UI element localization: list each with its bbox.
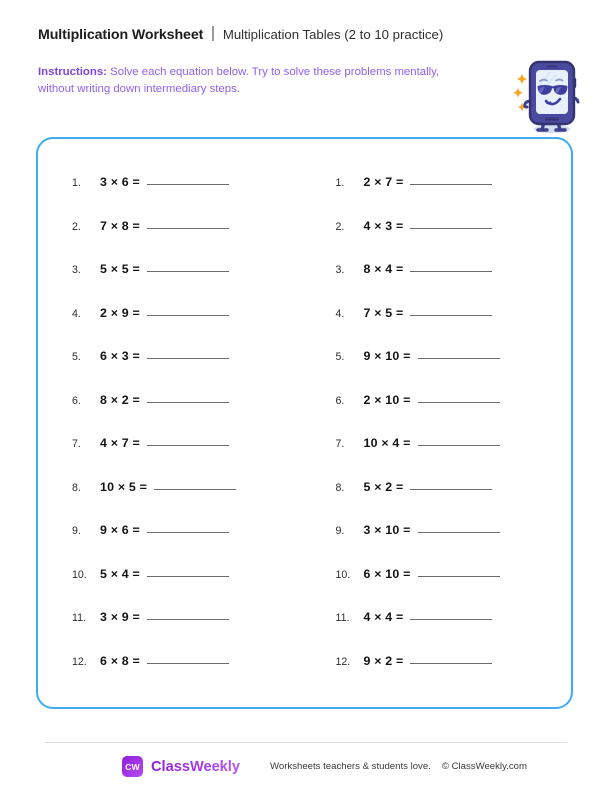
problem-row	[336, 654, 572, 698]
answer-blank[interactable]	[154, 489, 236, 490]
problem-equation: 8 × 4 =	[363, 262, 404, 276]
problem-row	[72, 610, 305, 654]
problem-row	[336, 567, 572, 611]
problem-number: 7.	[335, 438, 345, 450]
answer-blank[interactable]	[418, 402, 500, 403]
problem-row	[72, 306, 305, 350]
answer-blank[interactable]	[147, 663, 229, 664]
problem-equation: 10 × 5 =	[100, 479, 148, 494]
answer-blank[interactable]	[418, 532, 500, 533]
problem-row	[72, 262, 305, 306]
problem-number: 9.	[72, 525, 81, 537]
problem-equation: 9 × 2 =	[363, 653, 404, 668]
answer-blank[interactable]	[147, 532, 229, 533]
answer-blank[interactable]	[418, 358, 500, 359]
problem-number: 4.	[335, 307, 345, 320]
problem-equation: 3 × 9 =	[100, 610, 140, 624]
problem-row	[72, 436, 305, 480]
problem-row	[336, 480, 572, 524]
answer-blank[interactable]	[147, 228, 229, 229]
problem-row	[336, 175, 572, 219]
answer-blank[interactable]	[410, 271, 492, 272]
problem-row	[336, 610, 572, 654]
problem-row	[72, 480, 305, 524]
page-header	[38, 24, 498, 97]
answer-blank[interactable]	[410, 315, 492, 316]
title-separator	[212, 26, 214, 41]
problem-number: 1.	[335, 177, 345, 189]
problem-equation: 6 × 8 =	[100, 653, 140, 668]
problem-equation: 7 × 8 =	[100, 218, 140, 233]
footer-divider	[45, 742, 567, 743]
title-subtitle: Multiplication Tables (2 to 10 practice)	[222, 27, 444, 42]
problem-equation: 6 × 10 =	[363, 566, 411, 581]
problem-number: 11.	[72, 612, 86, 624]
problem-number: 2.	[335, 220, 345, 233]
answer-blank[interactable]	[410, 619, 492, 620]
problem-number: 3.	[335, 264, 345, 276]
answer-blank[interactable]	[147, 445, 229, 446]
problem-number: 12.	[72, 655, 87, 668]
footer-copyright: © ClassWeekly.com	[441, 761, 527, 772]
answer-blank[interactable]	[147, 358, 229, 359]
answer-blank[interactable]	[147, 619, 229, 620]
problem-equation: 7 × 5 =	[363, 305, 404, 320]
tablet-mascot-sunglasses-icon	[512, 50, 584, 134]
problem-row	[336, 349, 572, 393]
problem-number: 10.	[335, 568, 351, 581]
problem-equation: 2 × 10 =	[363, 392, 411, 407]
problem-row	[336, 523, 572, 567]
classweekly-logo-icon[interactable]: CW	[122, 756, 143, 777]
problem-columns	[38, 175, 571, 697]
page-title	[38, 24, 498, 43]
problem-row	[72, 523, 305, 567]
brand-name[interactable]: ClassWeekly	[151, 758, 240, 775]
problem-column-right	[305, 175, 572, 697]
answer-blank[interactable]	[410, 489, 492, 490]
problem-number: 1.	[72, 177, 81, 189]
problem-equation: 10 × 4 =	[363, 436, 411, 450]
problem-row	[336, 436, 572, 480]
problem-equation: 4 × 7 =	[100, 436, 140, 450]
problem-equation: 9 × 6 =	[100, 523, 140, 537]
answer-blank[interactable]	[410, 663, 492, 664]
problem-row	[336, 219, 572, 263]
problem-row	[336, 262, 572, 306]
problem-number: 6.	[335, 394, 345, 407]
problem-number: 10.	[72, 568, 87, 581]
answer-blank[interactable]	[147, 271, 229, 272]
problem-number: 11.	[335, 612, 350, 624]
problem-row	[72, 175, 305, 219]
problem-number: 8.	[335, 481, 345, 494]
problem-number: 8.	[72, 481, 81, 494]
problem-equation: 2 × 7 =	[363, 175, 404, 189]
answer-blank[interactable]	[147, 315, 229, 316]
problem-row	[336, 393, 572, 437]
problem-number: 12.	[335, 655, 351, 668]
problem-equation: 8 × 2 =	[100, 392, 140, 407]
problem-row	[72, 393, 305, 437]
problem-row	[336, 306, 572, 350]
problem-row	[72, 654, 305, 698]
problem-equation: 6 × 3 =	[100, 349, 140, 363]
answer-blank[interactable]	[147, 184, 229, 185]
problem-equation: 2 × 9 =	[100, 305, 140, 320]
problem-number: 4.	[72, 307, 81, 320]
answer-blank[interactable]	[418, 445, 500, 446]
problem-number: 2.	[72, 220, 81, 233]
problem-equation: 4 × 4 =	[363, 610, 404, 624]
problem-equation: 9 × 10 =	[363, 349, 411, 363]
title-main: Multiplication Worksheet	[38, 27, 204, 43]
answer-blank[interactable]	[147, 402, 229, 403]
instructions-text: Solve each equation below. Try to solve these problems mentally, without writing down intermediary steps.	[38, 66, 440, 95]
problem-equation: 3 × 6 =	[100, 175, 140, 189]
problem-number: 7.	[72, 438, 81, 450]
problem-number: 3.	[72, 264, 81, 276]
problem-row	[72, 349, 305, 393]
problem-row	[72, 219, 305, 263]
problem-equation: 5 × 2 =	[363, 479, 404, 494]
footer	[122, 756, 527, 777]
answer-blank[interactable]	[410, 228, 492, 229]
problem-equation: 5 × 4 =	[100, 566, 140, 581]
problem-number: 5.	[335, 351, 345, 363]
problem-number: 9.	[335, 525, 345, 537]
problem-row	[72, 567, 305, 611]
problem-equation: 3 × 10 =	[363, 523, 411, 537]
instructions	[38, 64, 470, 97]
answer-blank[interactable]	[147, 576, 229, 577]
instructions-label: Instructions:	[38, 66, 107, 78]
footer-tagline: Worksheets teachers & students love.	[269, 761, 431, 772]
problem-equation: 5 × 5 =	[100, 262, 140, 276]
answer-blank[interactable]	[418, 576, 500, 577]
answer-blank[interactable]	[410, 184, 492, 185]
problem-equation: 4 × 3 =	[363, 218, 404, 233]
problem-number: 5.	[72, 351, 81, 363]
problem-column-left	[38, 175, 305, 697]
worksheet-card	[36, 137, 573, 709]
problem-number: 6.	[72, 394, 81, 407]
